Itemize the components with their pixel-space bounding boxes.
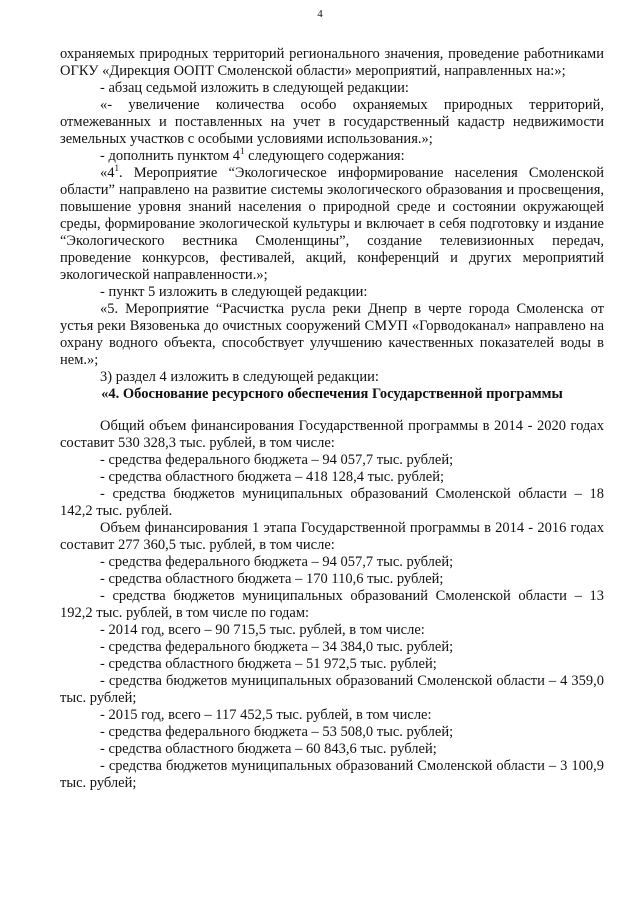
paragraph: - средства областного бюджета – 170 110,6 тыс. рублей; [100,571,444,587]
paragraph [60,148,604,165]
paragraph-text: следующего содержания: [244,148,405,164]
paragraph: - средства бюджетов муниципальных образований Смоленской области – 4 359,0 тыс. рублей; [60,673,604,706]
paragraph: Объем финансирования 1 этапа Государственной программы в 2014 - 2016 годах составит 277 360,5 тыс. рублей, в том числе: [60,520,604,553]
paragraph: - 2014 год, всего – 90 715,5 тыс. рублей, в том числе: [100,622,425,638]
paragraph-text: «4 [100,165,115,181]
paragraph: - 2015 год, всего – 117 452,5 тыс. рублей, в том числе: [100,707,432,723]
paragraph [60,165,604,284]
paragraph: - средства федерального бюджета – 94 057,7 тыс. рублей; [100,554,454,570]
section-heading: «4. Обоснование ресурсного обеспечения Государственной программы [101,386,563,402]
paragraph: - средства федерального бюджета – 94 057,7 тыс. рублей; [100,452,454,468]
paragraph: - средства бюджетов муниципальных образований Смоленской области – 3 100,9 тыс. рублей; [60,758,604,791]
paragraph: - абзац седьмой изложить в следующей редакции: [100,80,409,96]
paragraph: - средства бюджетов муниципальных образований Смоленской области – 18 142,2 тыс. рублей. [60,486,604,519]
paragraph: - средства областного бюджета – 51 972,5 тыс. рублей; [100,656,437,672]
paragraph: - средства бюджетов муниципальных образований Смоленской области – 13 192,2 тыс. рублей, в том числе по годам: [60,588,604,621]
spacer [60,403,604,418]
superscript: 1 [114,163,119,174]
paragraph: - средства федерального бюджета – 53 508,0 тыс. рублей; [100,724,454,740]
paragraph: - средства областного бюджета – 418 128,4 тыс. рублей; [100,469,444,485]
paragraph-text: - дополнить пунктом 4 [100,148,241,164]
paragraph: 3) раздел 4 изложить в следующей редакции: [100,369,379,385]
paragraph: «5. Мероприятие “Расчистка русла реки Днепр в черте города Смоленска от устья реки Вязовенька до очистных сооружений СМУП «Горводоканал» направлено на охрану водного объекта, способствует улучшению качественных показателей воды в нем.»; [60,301,604,368]
superscript: 1 [240,146,245,157]
paragraph: охраняемых природных территорий регионального значения, проведение работниками ОГКУ «Дирекция ООПТ Смоленской области» мероприятий, направленных на:»; [60,46,604,79]
paragraph: «- увеличение количества особо охраняемых природных территорий, отмежеванных и поставленных на учет в государственный кадастр недвижимости земельных участков с особыми условиями использования.»; [60,97,604,147]
paragraph: - пункт 5 изложить в следующей редакции: [100,284,368,300]
paragraph-text: . Мероприятие “Экологическое информирование населения Смоленской области” направлено на развитие системы экологического образования и просвещения, повышение уровня знаний населения о природной среде и состоянии окружающей среды, формирование экологической культуры и включает в себя подготовку и издание “Экологического вестника Смоленщины”, создание телевизионных передач, проведение конкурсов, фестивалей, акций, конференций и других мероприятий экологической направленности.»; [60,165,604,283]
paragraph: Общий объем финансирования Государственной программы в 2014 - 2020 годах составит 530 328,3 тыс. рублей, в том числе: [60,418,604,451]
document-body [60,46,604,792]
paragraph: - средства федерального бюджета – 34 384,0 тыс. рублей; [100,639,454,655]
page-number: 4 [317,8,323,20]
paragraph: - средства областного бюджета – 60 843,6 тыс. рублей; [100,741,437,757]
